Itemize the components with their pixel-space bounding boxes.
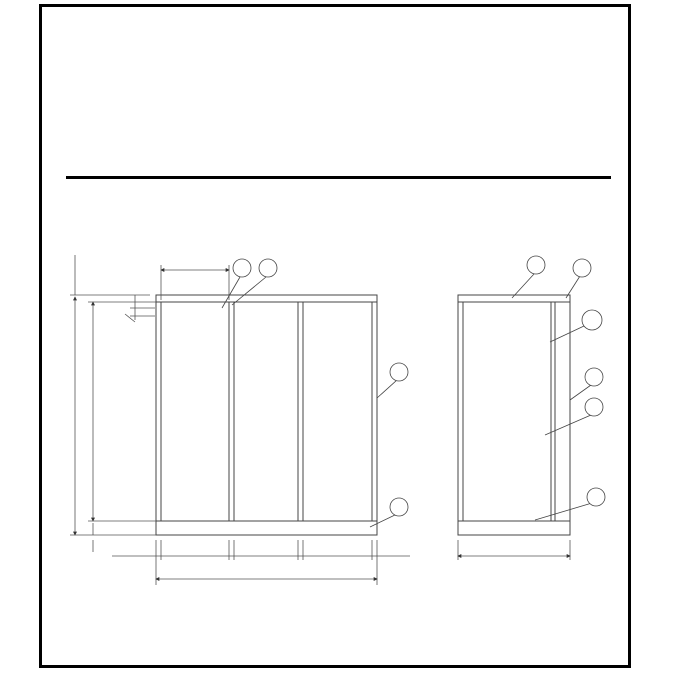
front-view <box>156 295 377 535</box>
callout-4 <box>585 368 603 386</box>
callout-1 <box>527 256 545 274</box>
side-view <box>458 295 570 535</box>
callout-3 <box>390 363 408 381</box>
front-callouts <box>222 259 408 527</box>
callout-9 <box>587 488 605 506</box>
callout-7 <box>585 398 603 416</box>
callout-8 <box>233 259 251 277</box>
callout-6 <box>573 259 591 277</box>
callout-10 <box>582 310 602 330</box>
side-outline <box>458 295 570 535</box>
side-dimensions <box>458 540 570 560</box>
callout-5 <box>259 259 277 277</box>
side-callouts <box>512 256 605 520</box>
callout-2 <box>390 498 408 516</box>
cabinet-outline <box>156 295 377 535</box>
